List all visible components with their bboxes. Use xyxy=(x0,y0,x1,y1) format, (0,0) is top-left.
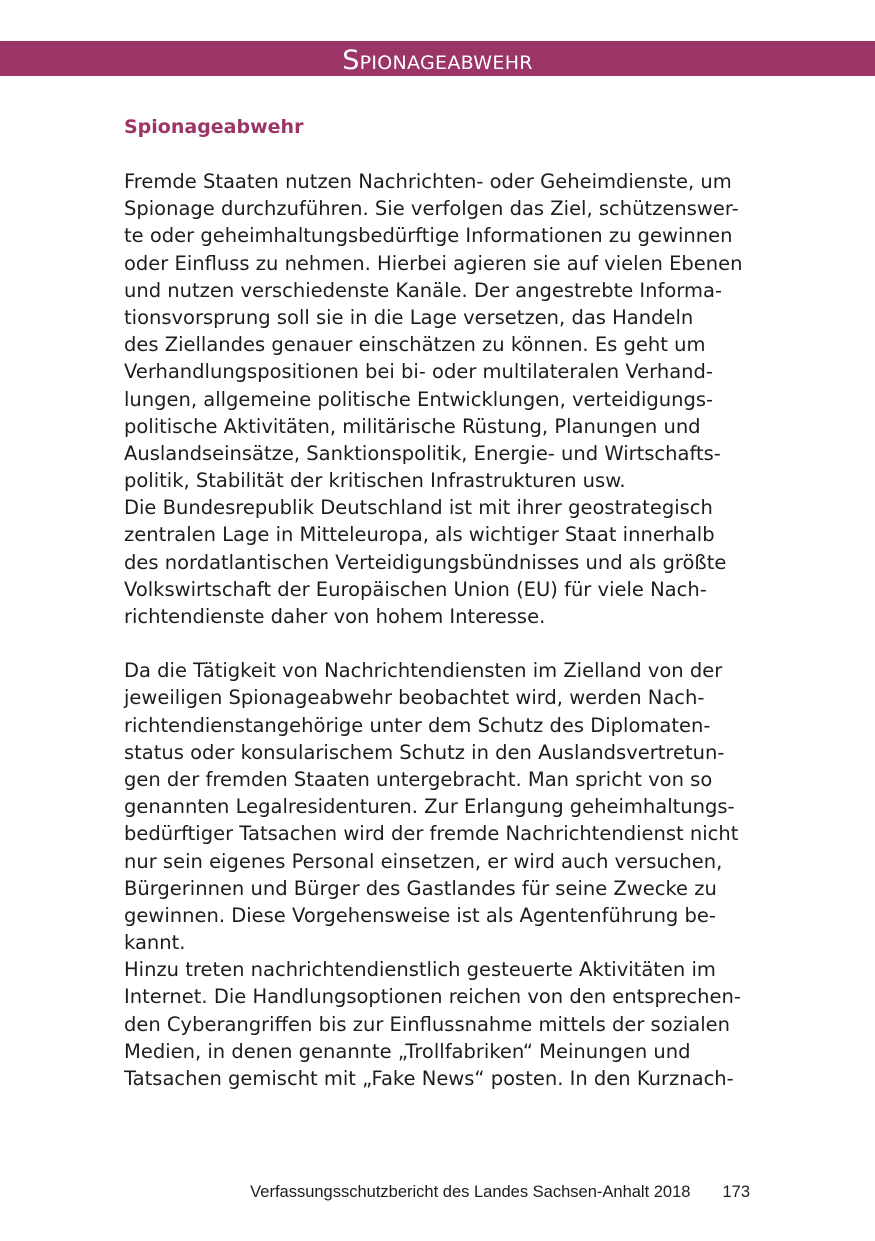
text-line: politik, Stabilität der kritischen Infrastrukturen usw. xyxy=(124,469,626,493)
footer-publication: Verfassungsschutzbericht des Landes Sachsen-Anhalt 2018 xyxy=(250,1183,691,1201)
text-line: Tatsachen gemischt mit „Fake News“ posten. In den Kurznach- xyxy=(124,1067,734,1090)
text-line: richtendienste daher von hohem Interesse. xyxy=(124,605,546,628)
text-line: oder Einfluss zu nehmen. Hierbei agieren sie auf vielen Ebenen xyxy=(124,251,743,275)
text-line: bedürftiger Tatsachen wird der fremde Nachrichtendienst nicht xyxy=(124,822,739,846)
page-number: 173 xyxy=(722,1183,750,1201)
text-line: Internet. Die Handlungsoptionen reichen von den entsprechen- xyxy=(124,985,741,1009)
text-line: gen der fremden Staaten untergebracht. Man spricht von so xyxy=(124,767,713,791)
text-line: politische Aktivitäten, militärische Rüstung, Planungen und xyxy=(124,414,701,438)
text-line: Medien, in denen genannte „Trollfabriken“ Meinungen und xyxy=(124,1039,691,1063)
paragraph xyxy=(124,956,764,1092)
text-line: Da die Tätigkeit von Nachrichtendiensten im Zielland von der xyxy=(124,659,723,683)
paragraph xyxy=(124,168,764,494)
text-line: Auslandseinsätze, Sanktionspolitik, Energie- und Wirtschafts- xyxy=(124,441,721,465)
text-line: Spionage durchzuführen. Sie verfolgen das Ziel, schützenswer- xyxy=(124,197,739,221)
text-line: Verhandlungspositionen bei bi- oder multilateralen Verhand- xyxy=(124,360,713,384)
text-line: des Ziellandes genauer einschätzen zu können. Es geht um xyxy=(124,333,706,357)
text-line: lungen, allgemeine politische Entwicklungen, verteidigungs- xyxy=(124,387,714,411)
text-line: des nordatlantischen Verteidigungsbündnisses und als größte xyxy=(124,550,727,574)
chapter-title: Spionageabwehr xyxy=(342,45,533,76)
text-line: Hinzu treten nachrichtendienstlich gesteuerte Aktivitäten im xyxy=(124,958,716,982)
text-line: und nutzen verschiedenste Kanäle. Der angestrebte Informa- xyxy=(124,278,722,302)
section-heading: Spionageabwehr xyxy=(124,116,304,138)
page-content xyxy=(124,113,764,1092)
text-line: Die Bundesrepublik Deutschland ist mit ihrer geostrategisch xyxy=(124,496,713,520)
text-line: Bürgerinnen und Bürger des Gastlandes für seine Zwecke zu xyxy=(124,876,717,900)
text-line: kannt. xyxy=(124,931,186,955)
page-footer xyxy=(0,1180,750,1204)
text-line: status oder konsularischem Schutz in den Auslandsvertretun- xyxy=(124,740,725,764)
header-band xyxy=(0,41,875,76)
paragraph xyxy=(124,657,764,956)
text-line: zentralen Lage in Mitteleuropa, als wichtiger Staat innerhalb xyxy=(124,523,715,547)
text-line: jeweiligen Spionageabwehr beobachtet wird, werden Nach- xyxy=(124,686,705,710)
text-line: Volkswirtschaft der Europäischen Union (EU) für viele Nach- xyxy=(124,577,707,601)
text-line: den Cyberangriffen bis zur Einflussnahme mittels der sozialen xyxy=(124,1012,731,1036)
paragraph xyxy=(124,494,764,630)
text-line: Fremde Staaten nutzen Nachrichten- oder Geheimdienste, um xyxy=(124,170,732,193)
text-line: richtendienstangehörige unter dem Schutz des Diplomaten- xyxy=(124,713,711,737)
text-line: genannten Legalresidenturen. Zur Erlangung geheimhaltungs- xyxy=(124,795,735,819)
spacer xyxy=(124,141,764,168)
spacer xyxy=(124,630,764,657)
text-line: tionsvorsprung soll sie in die Lage versetzen, das Handeln xyxy=(124,305,694,329)
text-line: gewinnen. Diese Vorgehensweise ist als Agentenführung be- xyxy=(124,903,716,927)
text-line: nur sein eigenes Personal einsetzen, er wird auch versuchen, xyxy=(124,849,723,873)
text-line: te oder geheimhaltungsbedürftige Informationen zu gewinnen xyxy=(124,224,733,248)
